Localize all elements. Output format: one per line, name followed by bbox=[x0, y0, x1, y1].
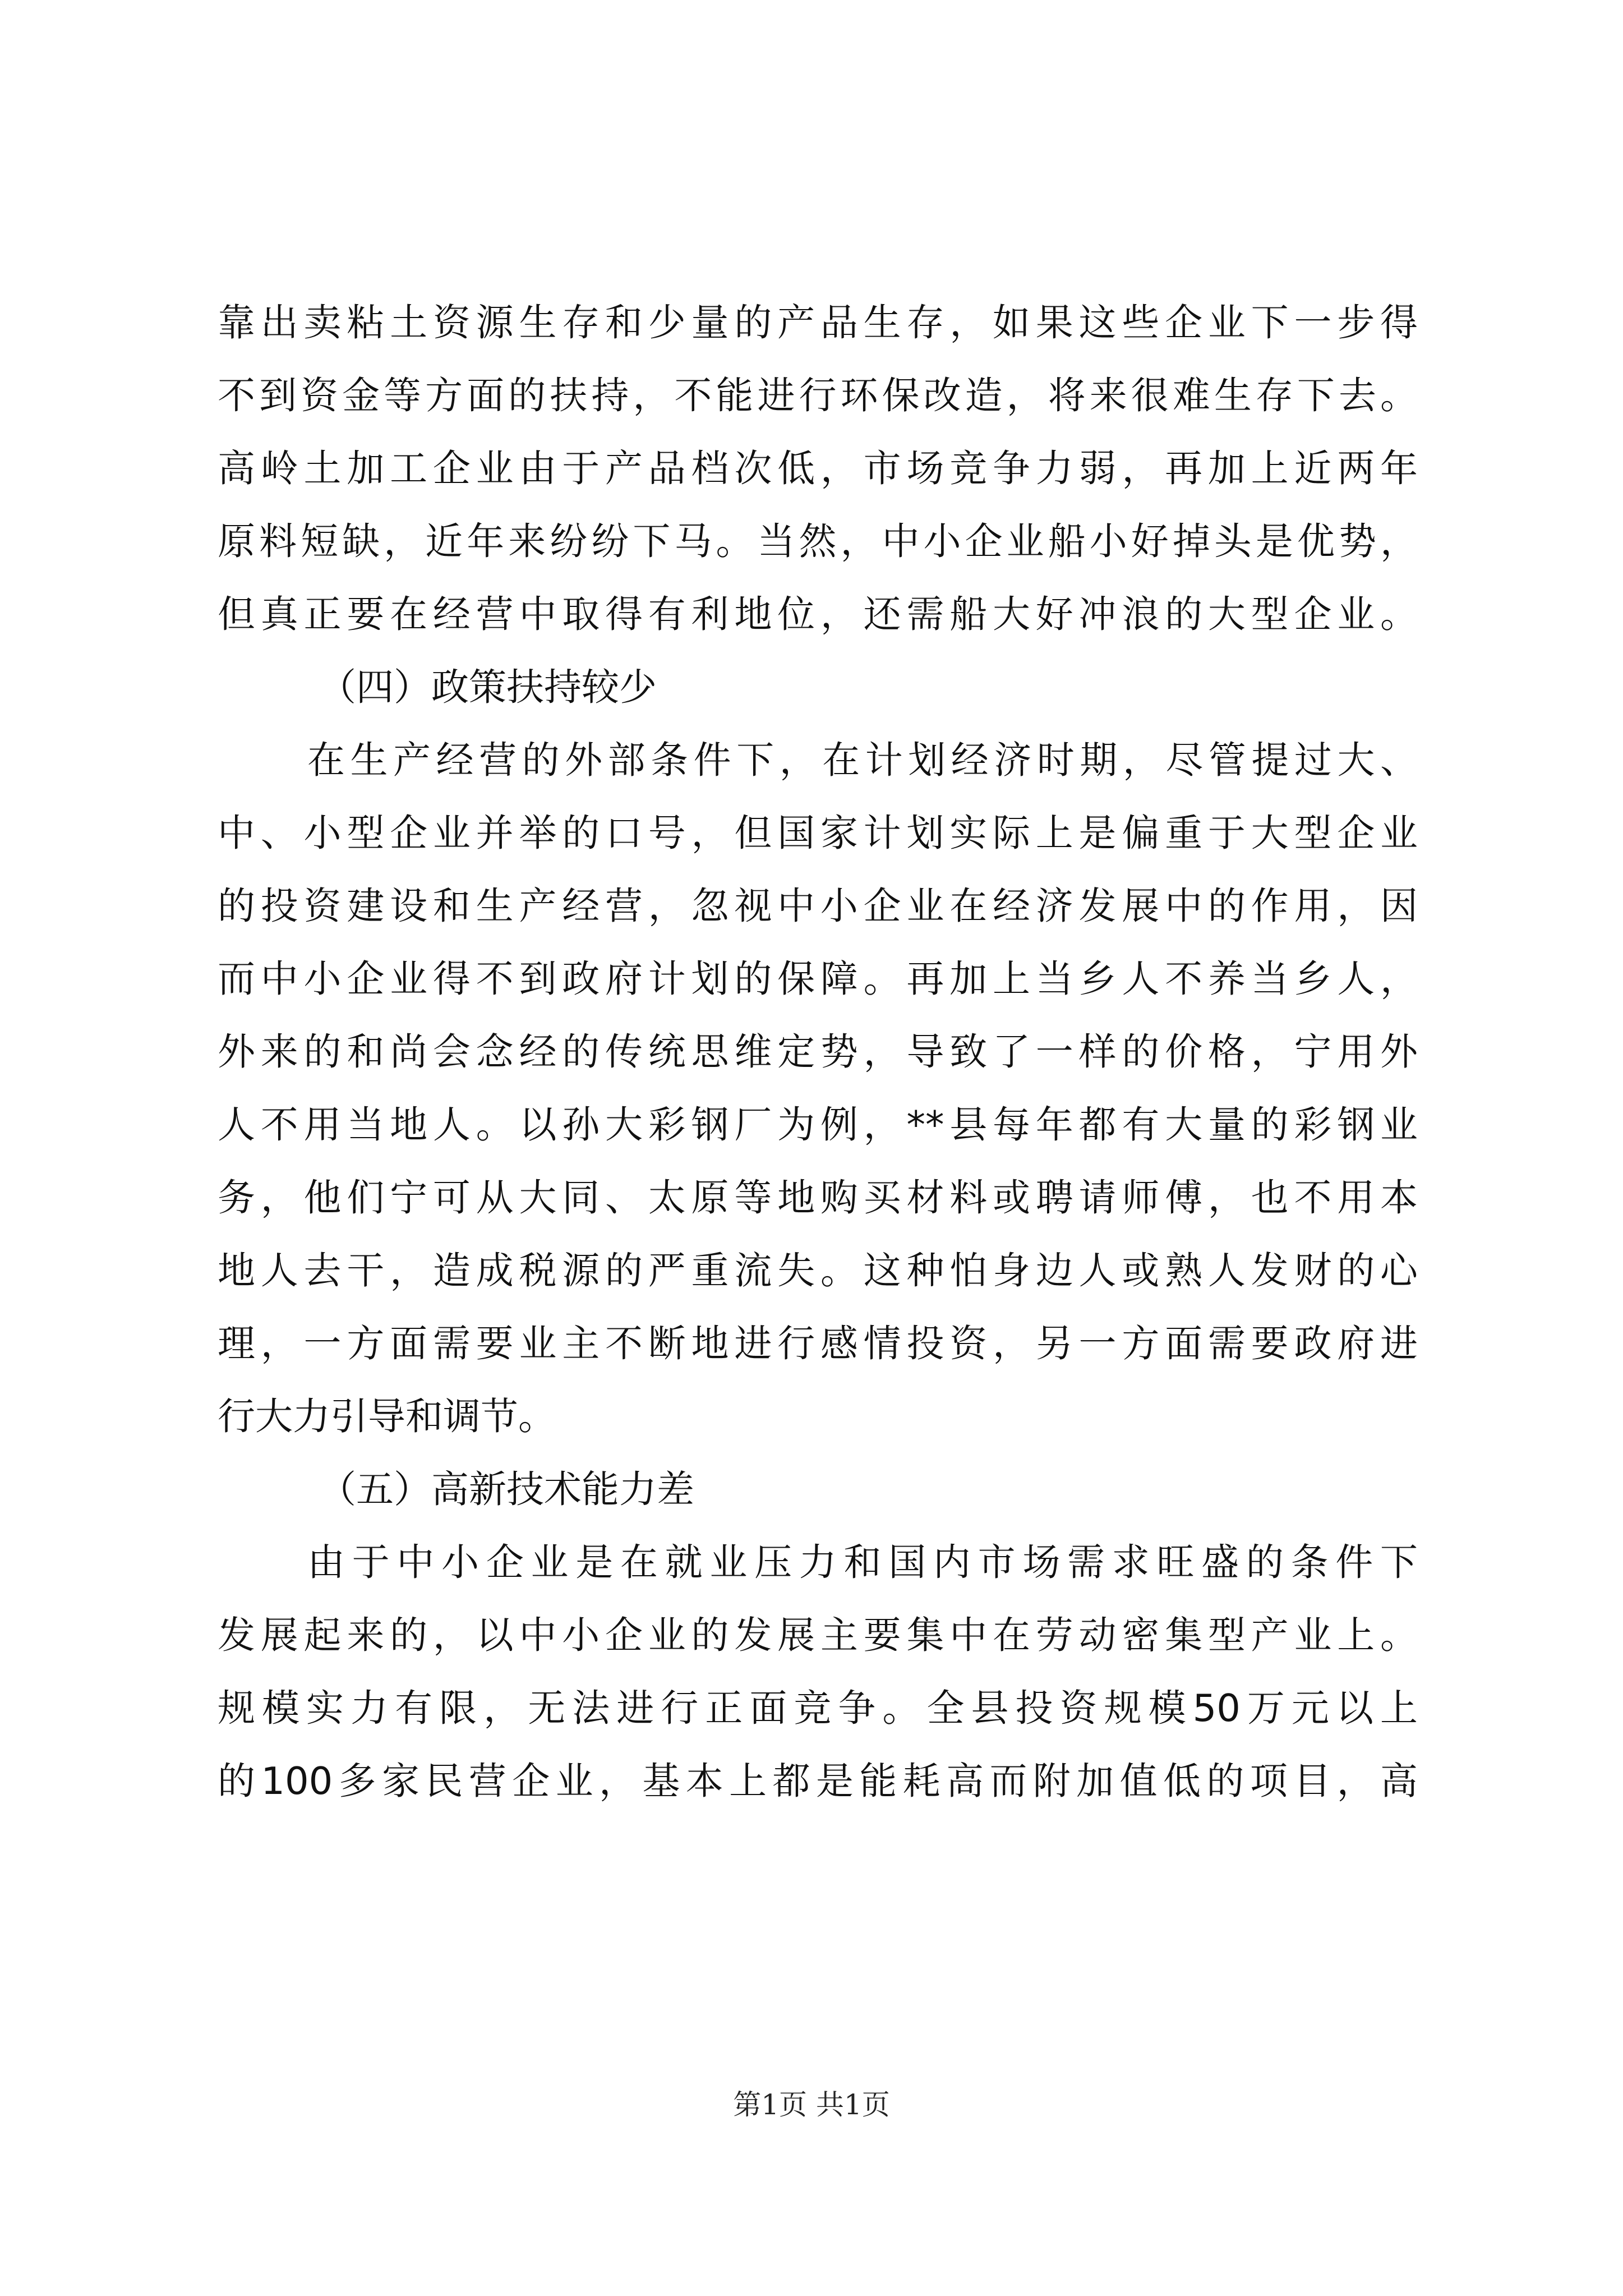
paragraph-line: 规模实力有限，无法进行正面竞争。全县投资规模50万元以上 bbox=[218, 1686, 1418, 1730]
paragraph-line: 地人去干，造成税源的严重流失。这种怕身边人或熟人发财的心 bbox=[218, 1249, 1418, 1292]
paragraph-line: 靠出卖粘土资源生存和少量的产品生存，如果这些企业下一步得 bbox=[218, 301, 1418, 344]
section-heading-5: （五）高新技术能力差 bbox=[319, 1467, 694, 1511]
section-heading-4: （四）政策扶持较少 bbox=[319, 665, 657, 709]
paragraph-line: 发展起来的，以中小企业的发展主要集中在劳动密集型产业上。 bbox=[218, 1613, 1418, 1657]
paragraph-line: 原料短缺，近年来纷纷下马。当然，中小企业船小好掉头是优势， bbox=[218, 519, 1418, 563]
paragraph-line: 中、小型企业并举的口号，但国家计划实际上是偏重于大型企业 bbox=[218, 811, 1418, 855]
paragraph-line: 务，他们宁可从大同、太原等地购买材料或聘请师傅，也不用本 bbox=[218, 1176, 1418, 1220]
paragraph-line: 但真正要在经营中取得有利地位，还需船大好冲浪的大型企业。 bbox=[218, 592, 1418, 636]
paragraph-line: 人不用当地人。以孙大彩钢厂为例，**县每年都有大量的彩钢业 bbox=[218, 1103, 1418, 1147]
paragraph-line: 在生产经营的外部条件下，在计划经济时期，尽管提过大、 bbox=[307, 738, 1418, 782]
paragraph-line: 的100多家民营企业，基本上都是能耗高而附加值低的项目，高 bbox=[218, 1759, 1418, 1803]
paragraph-line: 不到资金等方面的扶持，不能进行环保改造，将来很难生存下去。 bbox=[218, 374, 1418, 417]
paragraph-line: 理，一方面需要业主不断地进行感情投资，另一方面需要政府进 bbox=[218, 1322, 1418, 1365]
page-footer: 第1页 共1页 bbox=[733, 2088, 890, 2121]
paragraph-line: 而中小企业得不到政府计划的保障。再加上当乡人不养当乡人， bbox=[218, 957, 1418, 1001]
paragraph-line: 高岭土加工企业由于产品档次低，市场竞争力弱，再加上近两年 bbox=[218, 447, 1418, 490]
paragraph-line: 行大力引导和调节。 bbox=[218, 1395, 556, 1438]
paragraph-line: 外来的和尚会念经的传统思维定势，导致了一样的价格，宁用外 bbox=[218, 1030, 1418, 1074]
paragraph-line: 的投资建设和生产经营，忽视中小企业在经济发展中的作用，因 bbox=[218, 884, 1418, 928]
paragraph-line: 由于中小企业是在就业压力和国内市场需求旺盛的条件下 bbox=[307, 1540, 1418, 1584]
